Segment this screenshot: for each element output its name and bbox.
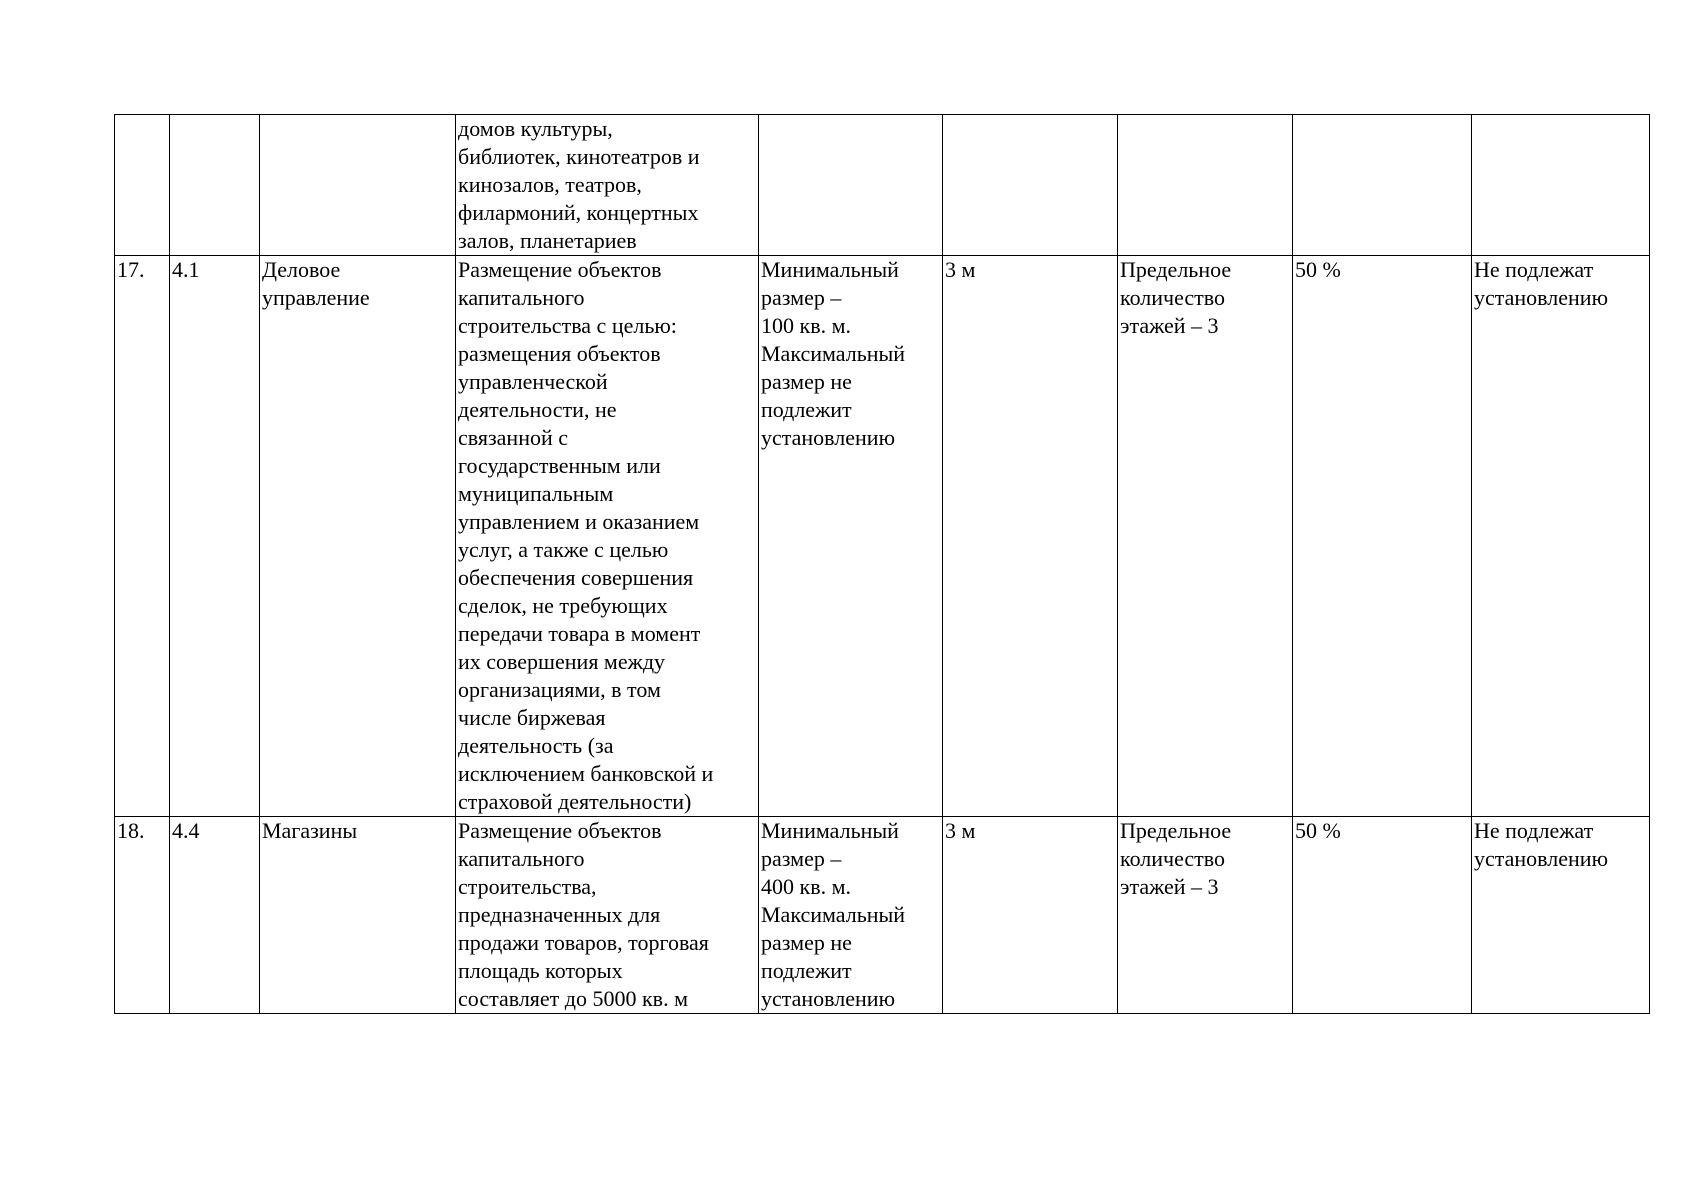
cell-name <box>260 115 456 256</box>
land-use-table <box>114 114 1650 1014</box>
table-row-18 <box>115 817 1650 1014</box>
cell-setback: 3 м <box>943 817 1118 1014</box>
cell-setback <box>943 115 1118 256</box>
cell-name: Магазины <box>260 817 456 1014</box>
cell-number: 17. <box>115 256 170 817</box>
cell-code: 4.1 <box>170 256 260 817</box>
cell-description: Размещение объектов капитального строительства с целью: размещения объектов управленческой деятельности, не связанной с государственным или муниципальным управлением и оказанием услуг, а также с целью обеспечения совершения сделок, не требующих передачи товара в момент их совершения между организациями, в том числе биржевая деятельность (за исключением банковской и страховой деятельности) <box>456 256 759 817</box>
cell-floors <box>1118 115 1293 256</box>
cell-description: домов культуры, библиотек, кинотеатров и кинозалов, театров, филармоний, концертных залов, планетариев <box>456 115 759 256</box>
cell-other: Не подлежат установлению <box>1472 817 1650 1014</box>
cell-coverage: 50 % <box>1293 256 1472 817</box>
cell-other <box>1472 115 1650 256</box>
cell-setback: 3 м <box>943 256 1118 817</box>
cell-name: Деловое управление <box>260 256 456 817</box>
cell-number: 18. <box>115 817 170 1014</box>
cell-plot-size: Минимальный размер – 100 кв. м. Максимальный размер не подлежит установлению <box>759 256 943 817</box>
cell-number <box>115 115 170 256</box>
cell-code: 4.4 <box>170 817 260 1014</box>
table-row-17 <box>115 256 1650 817</box>
cell-floors: Предельное количество этажей – 3 <box>1118 817 1293 1014</box>
cell-floors: Предельное количество этажей – 3 <box>1118 256 1293 817</box>
cell-plot-size <box>759 115 943 256</box>
cell-plot-size: Минимальный размер – 400 кв. м. Максимальный размер не подлежит установлению <box>759 817 943 1014</box>
cell-description: Размещение объектов капитального строительства, предназначенных для продажи товаров, торговая площадь которых составляет до 5000 кв. м <box>456 817 759 1014</box>
cell-other: Не подлежат установлению <box>1472 256 1650 817</box>
cell-coverage <box>1293 115 1472 256</box>
cell-code <box>170 115 260 256</box>
table-row-continuation <box>115 115 1650 256</box>
cell-coverage: 50 % <box>1293 817 1472 1014</box>
